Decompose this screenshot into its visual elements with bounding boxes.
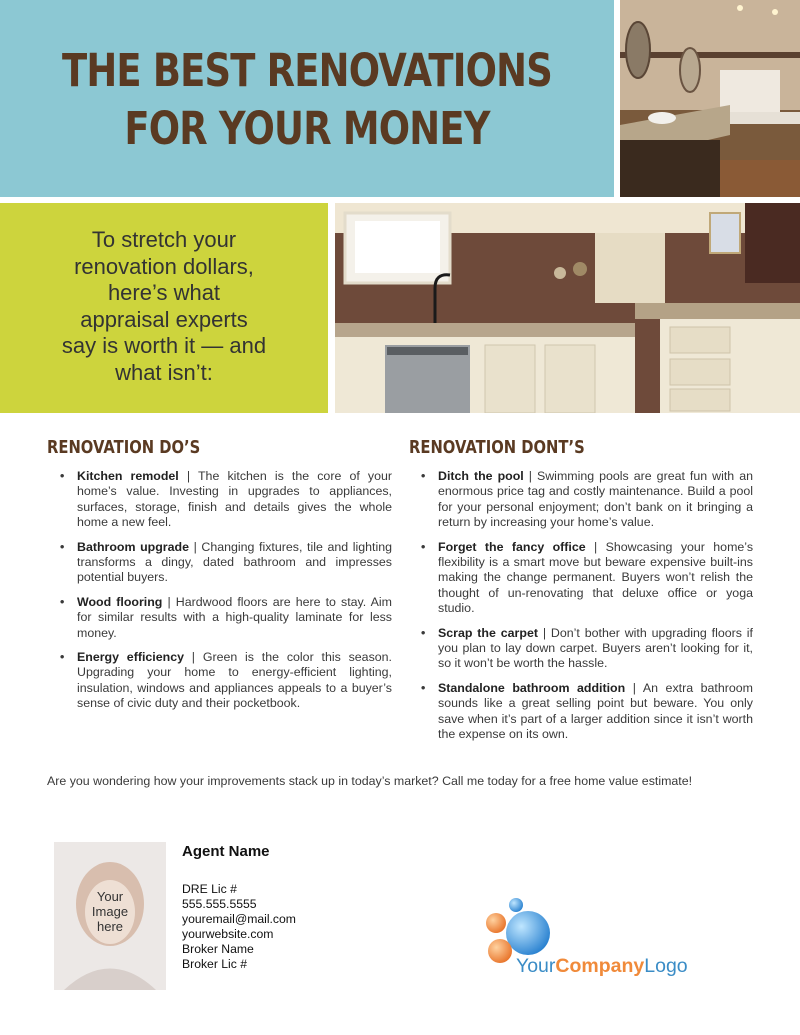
- phone-number: 555.555.5555: [182, 897, 257, 912]
- bullet-icon: •: [421, 680, 426, 695]
- item-keyword: Wood flooring: [77, 594, 163, 609]
- bullet-icon: •: [60, 650, 65, 665]
- company-logo: [480, 893, 740, 983]
- item-keyword: Kitchen remodel: [77, 469, 179, 483]
- bathroom-photo: [620, 0, 800, 197]
- item-keyword: Forget the fancy office: [438, 539, 586, 554]
- item-text: | Hardwood floors are here to stay. Aim for similar results with a high-quality laminate for less money.: [77, 594, 392, 640]
- bullet-icon: •: [421, 539, 426, 554]
- bathroom-illustration: [620, 0, 800, 197]
- item-text: | Don’t bother with upgrading floors if you plan to lay down carpet. Buyers aren’t looking for it, so it won’t be worth the hassle.: [438, 625, 753, 671]
- email-address: youremail@mail.com: [182, 912, 296, 927]
- license-number: DRE Lic #: [182, 882, 237, 896]
- logo-word-company: Company: [555, 955, 645, 977]
- bullet-icon: •: [421, 625, 426, 640]
- bullet-icon: •: [60, 594, 65, 609]
- agent-contact-info: [182, 882, 296, 973]
- dos-list: [60, 469, 392, 721]
- list-item: [60, 595, 392, 641]
- broker-license: Broker Lic #: [182, 957, 248, 972]
- item-text: | An extra bathroom sounds like a great selling point but beware. You only save when it’s part of a larger addition since it isn’t worth the expense on its own.: [438, 680, 753, 742]
- intro-line: To stretch your: [91, 227, 237, 252]
- item-keyword: Ditch the pool: [438, 469, 524, 483]
- intro-line: here’s what: [107, 280, 221, 305]
- item-text: | Showcasing your home’s flexibility is a smart move but beware expensive built-ins making the change permanent. Buyers won’t relish the thought of un-renovating that deluxe office or yoga studio.: [438, 539, 754, 616]
- item-keyword: Standalone bathroom addition: [438, 680, 626, 695]
- intro-line: appraisal experts: [80, 306, 248, 332]
- photo-placeholder-label: [54, 889, 166, 934]
- item-text: | Changing fixtures, tile and lighting transforms a dingy, dated bathroom and impresses potential buyers.: [77, 539, 392, 585]
- broker-name: Broker Name: [182, 942, 254, 957]
- dos-heading: RENOVATION DO’S: [47, 437, 201, 458]
- list-item: [421, 626, 753, 672]
- donts-heading: RENOVATION DONT’S: [409, 437, 585, 458]
- intro-text: [10, 227, 318, 386]
- item-text: | Green is the color this season. Upgrading your home to energy-efficient lighting, insulation, windows and appliances appeals to a buyer’s sense of civic duty and their pocketbook.: [77, 650, 392, 711]
- item-keyword: Scrap the carpet: [438, 625, 538, 640]
- title-banner: [0, 0, 614, 197]
- logo-word-your: Your: [516, 955, 556, 977]
- agent-photo: [54, 842, 166, 990]
- bullet-icon: •: [60, 539, 65, 554]
- list-item: [60, 540, 392, 586]
- list-item: [421, 540, 753, 617]
- agent-name: Agent Name: [182, 843, 270, 860]
- list-item: [421, 681, 753, 743]
- title-line-2: FOR YOUR MONEY: [124, 102, 490, 155]
- intro-callout: [0, 203, 328, 413]
- item-keyword: Bathroom upgrade: [77, 539, 189, 554]
- logo-wordmark: [516, 955, 688, 978]
- photo-label-line: Image: [91, 904, 129, 919]
- logo-word-logo: Logo: [644, 955, 688, 977]
- website: yourwebsite.com: [182, 927, 274, 942]
- photo-label-line: here: [96, 919, 124, 934]
- title-line-1: THE BEST RENOVATIONS: [61, 44, 552, 97]
- item-text: | Swimming pools are great fun with an enormous price tag and costly maintenance. Build a pool for your personal enjoyment; don’t bank on it bringing a return by increasing your home’s value.: [438, 469, 753, 530]
- list-item: [421, 469, 753, 531]
- kitchen-illustration: [335, 203, 800, 413]
- intro-line: what isn’t:: [115, 359, 213, 385]
- intro-line: renovation dollars,: [74, 253, 254, 279]
- page-title: [55, 42, 558, 158]
- item-keyword: Energy efficiency: [77, 650, 184, 665]
- item-text: | The kitchen is the core of your home’s value. Investing in upgrades to appliances, surfaces, storage, finish and details gives the whole home a new feel.: [77, 469, 392, 530]
- kitchen-photo: [335, 203, 800, 413]
- photo-label-line: Your: [96, 889, 124, 904]
- intro-line: say is worth it — and: [61, 333, 267, 358]
- closing-text: Are you wondering how your improvements stack up in today’s market? Call me today for a free home value estimate!: [47, 774, 693, 788]
- list-item: [60, 650, 392, 712]
- bullet-icon: •: [60, 469, 65, 483]
- list-item: [60, 469, 392, 531]
- donts-list: [421, 469, 753, 752]
- bullet-icon: •: [421, 469, 426, 483]
